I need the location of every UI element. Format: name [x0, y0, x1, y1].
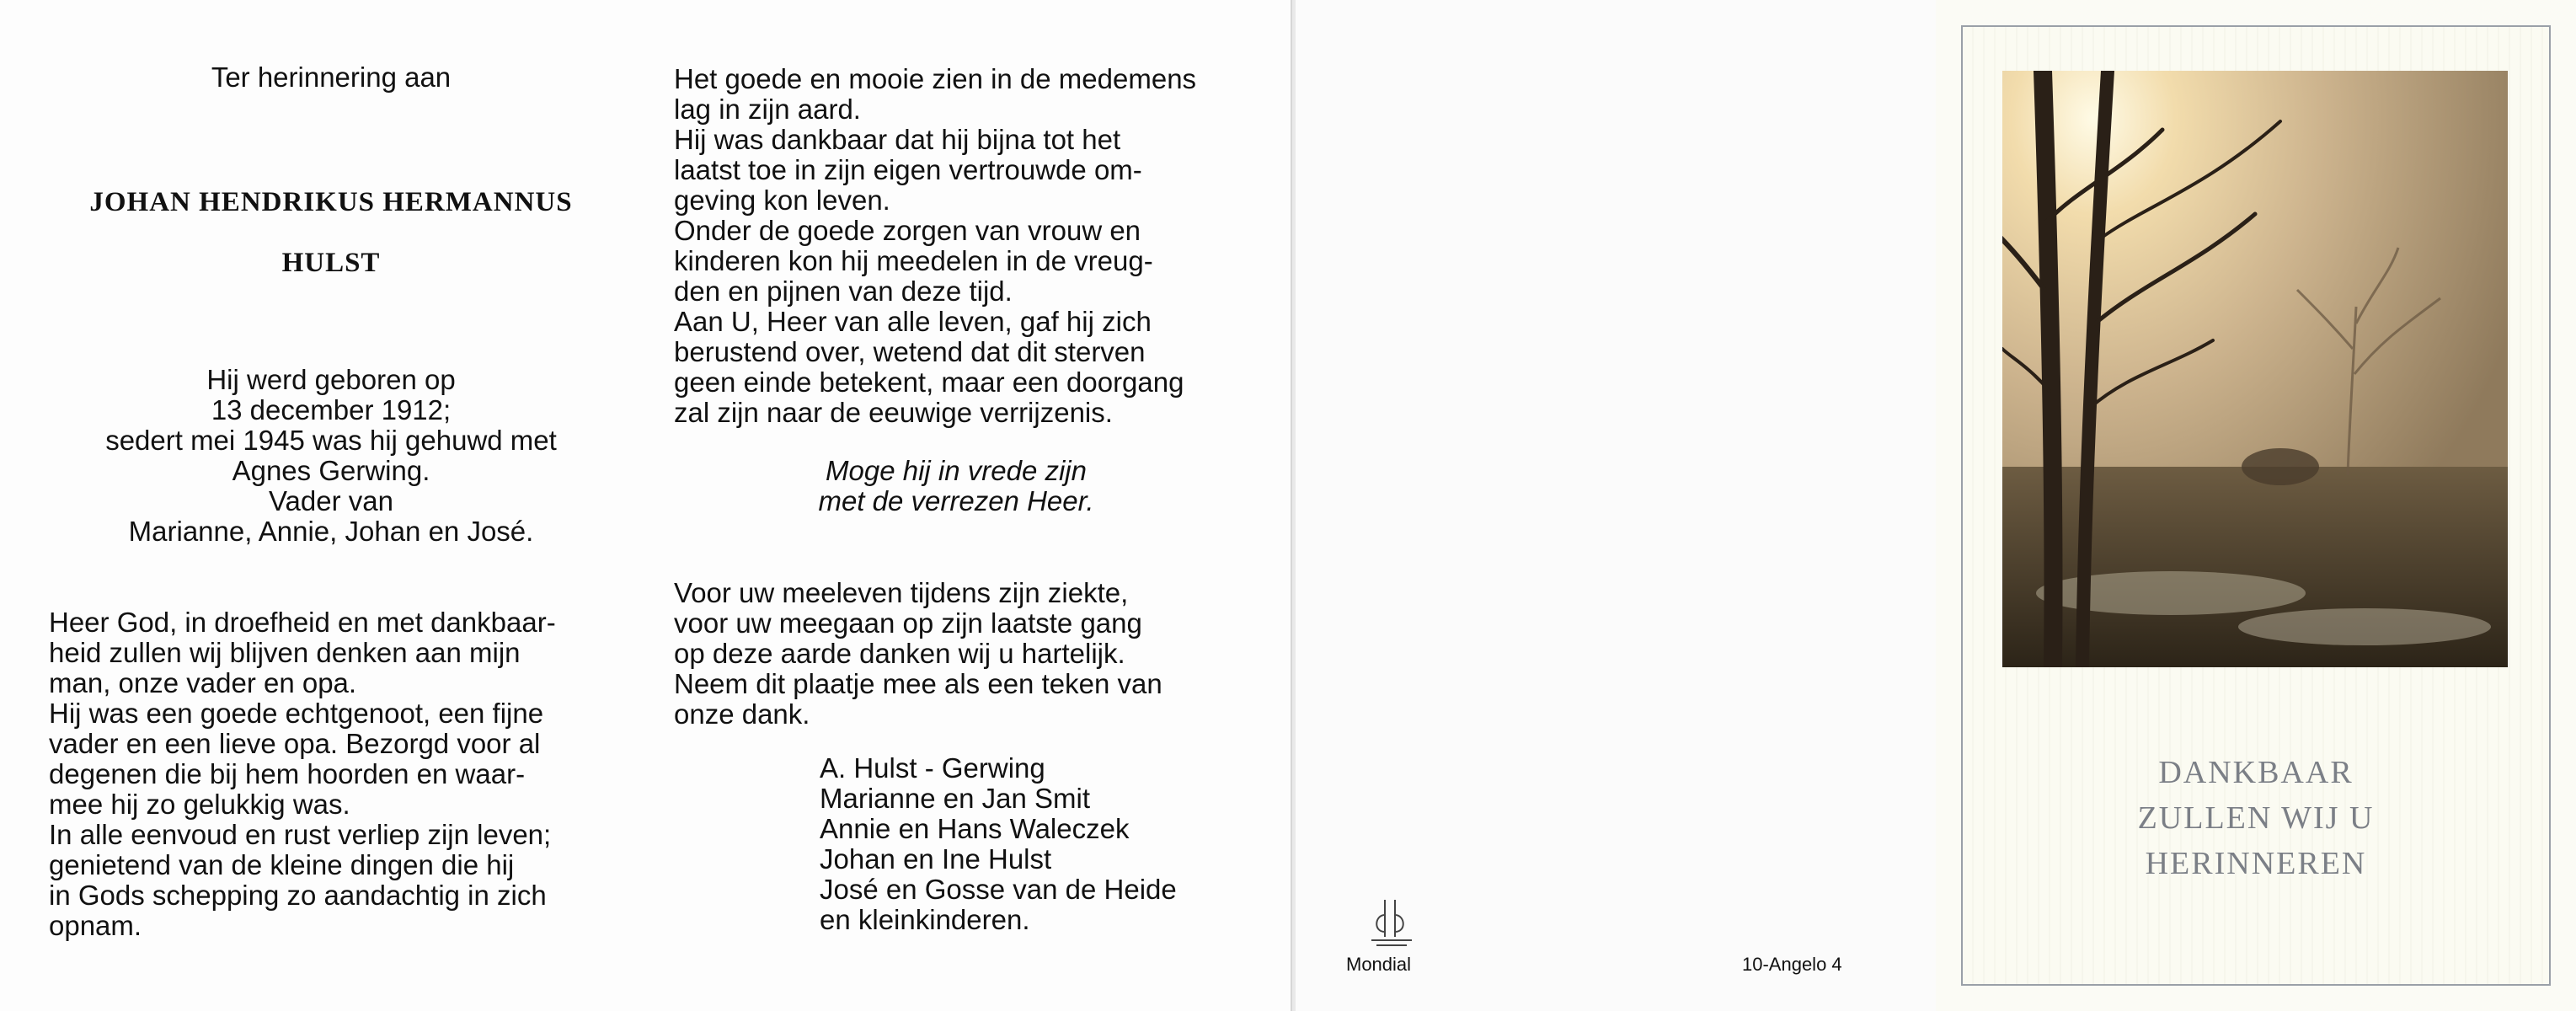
paragraph-line: Hij was dankbaar dat hij bijna tot het [674, 124, 1121, 155]
paragraph-line: genietend van de kleine dingen die hij [49, 849, 515, 880]
paragraph-line: Hij was een goede echtgenoot, een fijne [49, 698, 544, 729]
bio-line: Marianne, Annie, Johan en José. [128, 516, 534, 547]
paragraph-line: lag in zijn aard. [674, 94, 861, 125]
paragraph-line: degenen die bij hem hoorden en waar- [49, 758, 526, 789]
card-code: 10-Angelo 4 [1742, 954, 1842, 975]
paragraph-line: berustend over, wetend dat dit sterven [674, 336, 1146, 367]
front-cover [1936, 0, 2576, 1011]
bio-line: Hij werd geboren op [206, 364, 456, 395]
heading: Ter herinnering aan [211, 62, 452, 93]
paragraph-line: Heer God, in droefheid en met dankbaar- [49, 607, 556, 638]
prayer [674, 456, 1238, 516]
memorial-paragraph [49, 607, 613, 941]
paragraph-line: geving kon leven. [674, 185, 890, 216]
publisher-logo-icon [1366, 895, 1417, 949]
bio-line: Agnes Gerwing. [232, 455, 430, 486]
bio-line: Vader van [269, 485, 393, 516]
deceased-name-line2: HULST [281, 248, 381, 278]
signature-line: Johan en Ine Hulst [820, 843, 1052, 875]
paragraph-line: Onder de goede zorgen van vrouw en [674, 215, 1141, 246]
paragraph-line: in Gods schepping zo aandachtig in zich [49, 880, 547, 911]
motto-line: HERINNEREN [2145, 846, 2367, 881]
paragraph-line: In alle eenvoud en rust verliep zijn leven; [49, 819, 552, 850]
prayer-line: Moge hij in vrede zijn [826, 455, 1087, 486]
signature-line: Marianne en Jan Smit [820, 783, 1090, 814]
character-paragraph [674, 64, 1238, 428]
paragraph-line: kinderen kon hij meedelen in de vreug- [674, 245, 1153, 276]
paragraph-line: geen einde betekent, maar een doorgang [674, 366, 1184, 398]
back-cover [1296, 0, 1936, 1011]
deceased-name-line1: JOHAN HENDRIKUS HERMANNUS [89, 187, 573, 217]
thanks-line: op deze aarde danken wij u hartelijk. [674, 638, 1125, 669]
paragraph-line: heid zullen wij blijven denken aan mijn [49, 637, 521, 668]
paragraph-line: Aan U, Heer van alle leven, gaf hij zich [674, 306, 1152, 337]
bio-line: 13 december 1912; [211, 394, 452, 425]
paragraph-line: Het goede en mooie zien in de medemens [674, 63, 1197, 94]
paragraph-line: man, onze vader en opa. [49, 667, 357, 698]
thanks-line: onze dank. [674, 698, 810, 730]
thanks-paragraph [674, 578, 1238, 730]
motto-line: ZULLEN WIJ U [2137, 800, 2375, 836]
signature-line: Annie en Hans Waleczek [820, 813, 1130, 844]
paragraph-line: zal zijn naar de eeuwige verrijzenis. [674, 397, 1113, 428]
publisher-name: Mondial [1346, 954, 1412, 975]
thanks-line: voor uw meegaan op zijn laatste gang [674, 607, 1142, 639]
paragraph-line: mee hij zo gelukkig was. [49, 789, 350, 820]
paragraph-line: opnam. [49, 910, 142, 941]
paragraph-line: laatst toe in zijn eigen vertrouwde om- [674, 154, 1142, 185]
thanks-line: Neem dit plaatje mee als een teken van [674, 668, 1162, 699]
signatures [820, 753, 1177, 935]
bio-line: sedert mei 1945 was hij gehuwd met [105, 425, 557, 456]
signature-line: José en Gosse van de Heide [820, 874, 1177, 905]
misty-trees-photo [2002, 71, 2508, 667]
motto-line: DANKBAAR [2158, 755, 2354, 790]
prayer-line: met de verrezen Heer. [818, 485, 1094, 516]
thanks-line: Voor uw meeleven tijdens zijn ziekte, [674, 577, 1129, 608]
signature-line: A. Hulst - Gerwing [820, 752, 1045, 784]
paragraph-line: den en pijnen van deze tijd. [674, 275, 1013, 307]
paragraph-line: vader en een lieve opa. Bezorgd voor al [49, 728, 541, 759]
signature-line: en kleinkinderen. [820, 904, 1030, 935]
biography [49, 365, 613, 547]
cover-motto [1936, 750, 2576, 886]
